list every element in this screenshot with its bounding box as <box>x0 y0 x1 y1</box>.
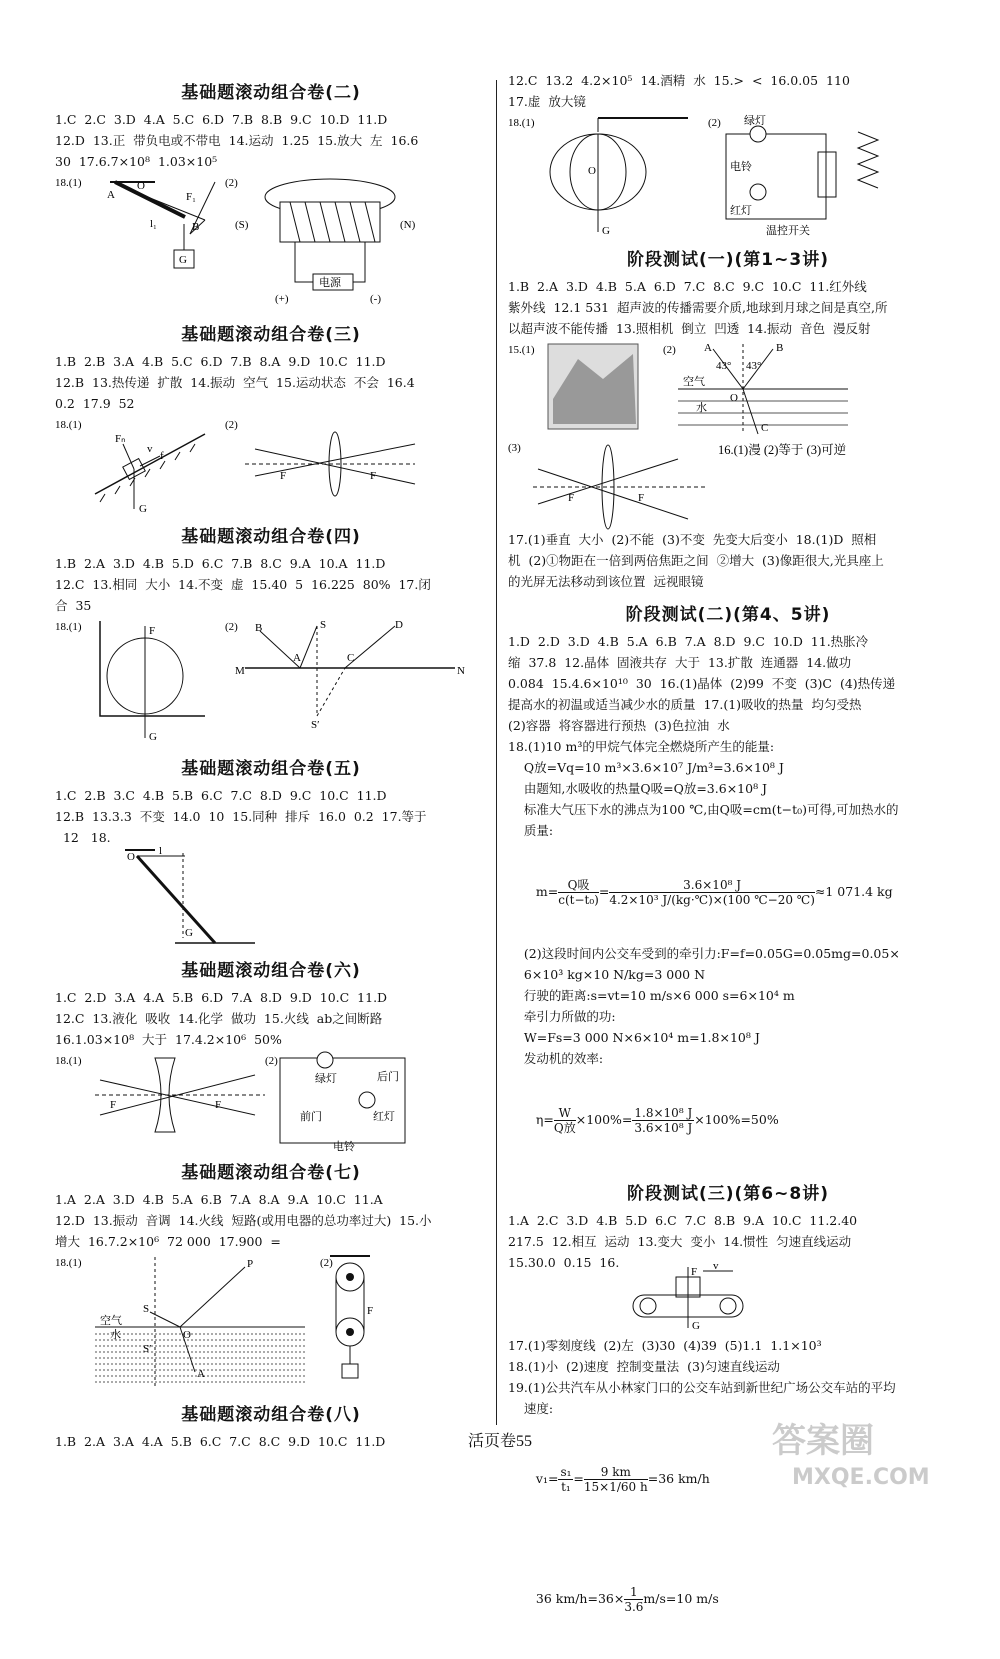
answer-line: 16.1.03×10⁸ 大于 17.4.2×10⁶ 50% <box>55 1032 282 1047</box>
answer-line: 17.虚 放大镜 <box>508 94 586 109</box>
svg-text:43°: 43° <box>716 360 732 372</box>
svg-text:l₁: l₁ <box>150 218 157 230</box>
svg-text:(N): (N) <box>400 219 416 231</box>
answer-line: 机 (2)①物距在一倍到两倍焦距之间 ②增大 (3)像距很大,光具座上 <box>508 553 884 568</box>
svg-text:D: D <box>395 619 403 631</box>
svg-text:F: F <box>367 1305 374 1317</box>
section-title: 阶段测试(三)(第6~8讲) <box>627 1184 829 1204</box>
svg-text:F: F <box>110 1099 117 1111</box>
section-title: 基础题滚动组合卷(二) <box>181 83 361 103</box>
svg-text:43°: 43° <box>746 360 762 372</box>
svg-text:空气: 空气 <box>683 376 705 388</box>
svg-text:(3): (3) <box>508 442 521 454</box>
svg-text:P: P <box>247 1258 254 1270</box>
svg-text:(S): (S) <box>235 219 249 231</box>
svg-text:红灯: 红灯 <box>373 1111 395 1123</box>
svg-text:电铃: 电铃 <box>730 161 752 173</box>
answer-line: 行驶的距离:s=vt=10 m/s×6 000 s=6×10⁴ m <box>508 988 795 1003</box>
conversion-formula: 36 km/h=36× $\frac{1}{3.6}$ m/s=10 m/s <box>535 1585 719 1614</box>
section-title: 基础题滚动组合卷(五) <box>181 759 361 779</box>
velocity-formula: v₁= $\frac{\text{s₁}}{\text{t₁}}$ = $\frac{9 km}{15\times 1/60 h}$ =36 km/h <box>535 1465 710 1494</box>
answer-line: 17.(1)零刻度线 (2)左 (3)30 (4)39 (5)1.1 1.1×10³ <box>508 1338 822 1353</box>
answer-line: 1.B 2.A 3.D 4.B 5.D 6.C 7.B 8.C 9.A 10.A 11.D <box>55 556 386 571</box>
svg-text:前门: 前门 <box>300 1111 322 1123</box>
answer-line: 缩 37.8 12.晶体 固液共存 大于 13.扩散 连通器 14.做功 <box>508 655 852 670</box>
svg-text:B: B <box>255 622 263 634</box>
answer-line: (2)容器 将容器进行预热 (3)色拉油 水 <box>508 718 730 733</box>
answer-line: 12.D 13.振动 音调 14.火线 短路(或用电器的总功率过大) 15.小 <box>55 1213 432 1228</box>
answer-line: 以超声波不能传播 13.照相机 倒立 凹透 14.振动 音色 漫反射 <box>508 321 871 336</box>
answer-line: 12.B 13.热传递 扩散 14.振动 空气 15.运动状态 不会 16.4 <box>55 375 415 390</box>
answer-line: 17.(1)垂直 大小 (2)不能 (3)不变 先变大后变小 18.(1)D 照相 <box>508 532 877 547</box>
answer-line: 6×10³ kg×10 N/kg=3 000 N <box>508 967 706 982</box>
answer-line: 的光屏无法移动到该位置 远视眼镜 <box>508 574 704 589</box>
answer-line: 18.(1)10 m³的甲烷气体完全燃烧所产生的能量: <box>508 739 775 754</box>
answer-line: 0.2 17.9 52 <box>55 396 135 411</box>
svg-text:后门: 后门 <box>377 1071 399 1083</box>
svg-text:(+): (+) <box>275 293 289 305</box>
svg-text:红灯: 红灯 <box>730 205 752 217</box>
section-title: 基础题滚动组合卷(三) <box>181 325 361 345</box>
svg-text:v: v <box>147 443 153 455</box>
section-title: 基础题滚动组合卷(七) <box>181 1163 361 1183</box>
rod-diagram <box>55 845 487 948</box>
svg-text:(2): (2) <box>225 177 238 189</box>
svg-text:F: F <box>568 492 575 504</box>
answer-line: 1.A 2.A 3.D 4.B 5.A 6.B 7.A 8.A 9.A 10.C 11.A <box>55 1192 383 1207</box>
svg-text:(2): (2) <box>265 1055 278 1067</box>
section-title: 阶段测试(二)(第4、5讲) <box>625 605 831 625</box>
svg-text:G: G <box>692 1320 700 1332</box>
svg-text:O: O <box>730 392 738 404</box>
svg-text:18.(1): 18.(1) <box>55 1055 82 1067</box>
answer-line: 速度: <box>508 1401 554 1416</box>
svg-text:O: O <box>127 851 135 863</box>
column-divider <box>496 80 497 1425</box>
section-title: 阶段测试(一)(第1~3讲) <box>627 250 829 270</box>
svg-text:F: F <box>149 625 156 637</box>
svg-text:S′: S′ <box>311 719 320 731</box>
lantern-circuit-diagram <box>508 112 948 237</box>
svg-text:F: F <box>691 1266 698 1278</box>
svg-text:G: G <box>602 225 610 237</box>
answer-line: W=Fs=3 000 N×6×10⁴ m=1.8×10⁸ J <box>508 1030 760 1045</box>
answer-line: 由题知,水吸收的热量Q吸=Q放=3.6×10⁸ J <box>508 781 768 796</box>
incline-lens-diagram <box>55 414 487 514</box>
answer-line: 0.084 15.4.6×10¹⁰ 30 16.(1)晶体 (2)99 不变 (3)C (4)热传递 <box>508 676 896 691</box>
answer-line: 19.(1)公共汽车从小林家门口的公交车站到新世纪广场公交车站的平均 <box>508 1380 896 1395</box>
answer-line: 15.30.0 0.15 16. <box>508 1255 620 1270</box>
answer-line: 18.(1)小 (2)速度 控制变量法 (3)匀速直线运动 <box>508 1359 780 1374</box>
answer-line: 1.B 2.B 3.A 4.B 5.C 6.D 7.B 8.A 9.D 10.C 11.D <box>55 354 386 369</box>
svg-text:水: 水 <box>696 402 707 414</box>
answer-line: 增大 16.7.2×10⁶ 72 000 17.900 = <box>55 1234 281 1249</box>
answer-line: 12 18. <box>55 830 111 845</box>
svg-text:18.(1): 18.(1) <box>55 177 82 189</box>
svg-text:G: G <box>185 927 193 939</box>
answer-line: 牵引力所做的功: <box>508 1009 616 1024</box>
section-title: 基础题滚动组合卷(八) <box>181 1405 361 1425</box>
reflection-refraction-diagram <box>508 339 948 529</box>
svg-text:F₁: F₁ <box>186 191 196 203</box>
svg-text:18.(1): 18.(1) <box>55 419 82 431</box>
svg-text:绿灯: 绿灯 <box>315 1073 337 1085</box>
svg-text:M: M <box>235 665 245 677</box>
answer-line: 1.C 2.B 3.C 4.B 5.B 6.C 7.C 8.D 9.C 10.C 11.D <box>55 788 387 803</box>
svg-text:v: v <box>713 1260 719 1272</box>
answer-line: 1.B 2.A 3.A 4.A 5.B 6.C 7.C 8.C 9.D 10.C 11.D <box>55 1434 386 1449</box>
svg-text:MXQE.COM: MXQE.COM <box>792 1465 930 1490</box>
refraction-pulley-diagram <box>55 1252 487 1392</box>
answer-line: 12.C 13.2 4.2×10⁵ 14.酒精 水 15.> < 16.0.05 110 <box>508 73 850 88</box>
answer-line: 30 17.6.7×10⁸ 1.03×10⁵ <box>55 154 218 169</box>
svg-text:F: F <box>370 470 377 482</box>
svg-text:答案圈: 答案圈 <box>772 1421 874 1461</box>
svg-text:A: A <box>293 652 301 664</box>
svg-text:S: S <box>320 619 327 631</box>
svg-text:B: B <box>776 342 784 354</box>
answer-line: 1.C 2.D 3.A 4.A 5.B 6.D 7.A 8.D 9.D 10.C 11.D <box>55 990 388 1005</box>
answer-line: 1.A 2.C 3.D 4.B 5.D 6.C 7.C 8.B 9.A 10.C 11.2.40 <box>508 1213 858 1228</box>
svg-text:电源: 电源 <box>319 277 341 289</box>
svg-text:S′: S′ <box>143 1343 152 1355</box>
svg-text:Fₙ: Fₙ <box>115 433 126 445</box>
svg-text:A: A <box>704 342 712 354</box>
svg-text:(-): (-) <box>370 293 381 305</box>
answer-line: 提高水的初温或适当减少水的质量 17.(1)吸收的热量 均匀受热 <box>508 697 862 712</box>
section-title: 基础题滚动组合卷(六) <box>181 961 361 981</box>
answer-line: 12.D 13.正 带负电或不带电 14.运动 1.25 15.放大 左 16.6 <box>55 133 419 148</box>
svg-text:O: O <box>137 180 145 192</box>
svg-text:B: B <box>192 221 200 233</box>
svg-text:O: O <box>588 165 596 177</box>
page-footer: 活页卷55 <box>467 1433 532 1450</box>
answer-line: 1.C 2.C 3.D 4.A 5.C 6.D 7.B 8.B 9.C 10.D 11.D <box>55 112 388 127</box>
svg-text:18.(1): 18.(1) <box>508 117 535 129</box>
section-title: 基础题滚动组合卷(四) <box>181 527 361 547</box>
answer-line: 12.B 13.3.3 不变 14.0 10 15.同种 排斥 16.0 0.2 17.等于 <box>55 809 427 824</box>
answer-line: 1.D 2.D 3.D 4.B 5.A 6.B 7.A 8.D 9.C 10.D 11.热胀冷 <box>508 634 869 649</box>
svg-text:F: F <box>215 1099 222 1111</box>
svg-text:f: f <box>160 450 164 462</box>
svg-text:水: 水 <box>110 1329 121 1341</box>
answer-line: 质量: <box>508 823 554 838</box>
answer-line: 12.C 13.相同 大小 14.不变 虚 15.40 5 16.225 80% 17.闭 <box>55 577 431 592</box>
svg-text:F: F <box>280 470 287 482</box>
svg-text:绿灯: 绿灯 <box>744 115 766 127</box>
ball-mirror-diagram <box>55 616 487 746</box>
svg-text:l: l <box>159 845 163 857</box>
svg-text:15.(1): 15.(1) <box>508 344 535 356</box>
svg-text:18.(1): 18.(1) <box>55 621 82 633</box>
svg-text:(2): (2) <box>663 344 676 356</box>
lever-solenoid-diagram <box>55 172 487 312</box>
svg-text:(2): (2) <box>708 117 721 129</box>
left-column <box>55 70 487 1452</box>
svg-text:温控开关: 温控开关 <box>766 225 810 237</box>
answer-line: (2)这段时间内公交车受到的牵引力:F=f=0.05G=0.05mg=0.05× <box>508 946 900 961</box>
lens-circuit-diagram <box>55 1050 487 1153</box>
svg-text:(2): (2) <box>225 419 238 431</box>
answer-line: 12.C 13.液化 吸收 14.化学 做功 15.火线 ab之间断路 <box>55 1011 383 1026</box>
svg-text:G: G <box>149 731 157 743</box>
efficiency-formula: η= $\frac{W}{\text{Q放}}$ ×100%= $\frac{\text{1.8×10⁸ J}}{\text{3.6×10⁸ J}}$ ×100%=50% <box>535 1106 779 1135</box>
svg-text:(2): (2) <box>320 1257 333 1269</box>
answer-line: 1.B 2.A 3.D 4.B 5.A 6.D 7.C 8.C 9.C 10.C 11.红外线 <box>508 279 867 294</box>
answer-line: 217.5 12.相互 运动 13.变大 变小 14.惯性 匀速直线运动 <box>508 1234 852 1249</box>
svg-text:S: S <box>143 1303 150 1315</box>
svg-text:N: N <box>457 665 465 677</box>
mass-formula: m= $\frac{\text{Q吸}}{\text{c(t−t₀)}}$ = $\frac{\text{3.6×10⁸ J}}{\text{4.2×10³ J/(kg·℃)×(100 ℃−20 ℃)}}$ ≈1 071.4 kg <box>535 878 893 907</box>
watermark-logo <box>752 1412 982 1492</box>
svg-text:空气: 空气 <box>100 1315 122 1327</box>
svg-text:A: A <box>197 1368 205 1380</box>
answer-line: Q放=Vq=10 m³×3.6×10⁷ J/m³=3.6×10⁸ J <box>508 760 784 775</box>
answer-line: 标准大气压下水的沸点为100 ℃,由Q吸=cm(t−t₀)可得,可加热水的 <box>508 802 899 817</box>
svg-text:(2): (2) <box>225 621 238 633</box>
svg-text:O: O <box>183 1329 191 1341</box>
answer-line: 紫外线 12.1 531 超声波的传播需要介质,地球到月球之间是真空,所 <box>508 300 888 315</box>
svg-text:18.(1): 18.(1) <box>55 1257 82 1269</box>
svg-text:C: C <box>347 652 355 664</box>
answer-line: 发动机的效率: <box>508 1051 604 1066</box>
svg-text:G: G <box>139 503 147 515</box>
svg-text:A: A <box>107 189 115 201</box>
svg-text:电铃: 电铃 <box>333 1141 355 1153</box>
answer-line: 合 35 <box>55 598 92 613</box>
svg-text:C: C <box>761 422 769 434</box>
svg-text:G: G <box>179 254 187 266</box>
svg-text:16.(1)漫 (2)等于 (3)可逆: 16.(1)漫 (2)等于 (3)可逆 <box>718 443 847 457</box>
svg-text:F: F <box>638 492 645 504</box>
